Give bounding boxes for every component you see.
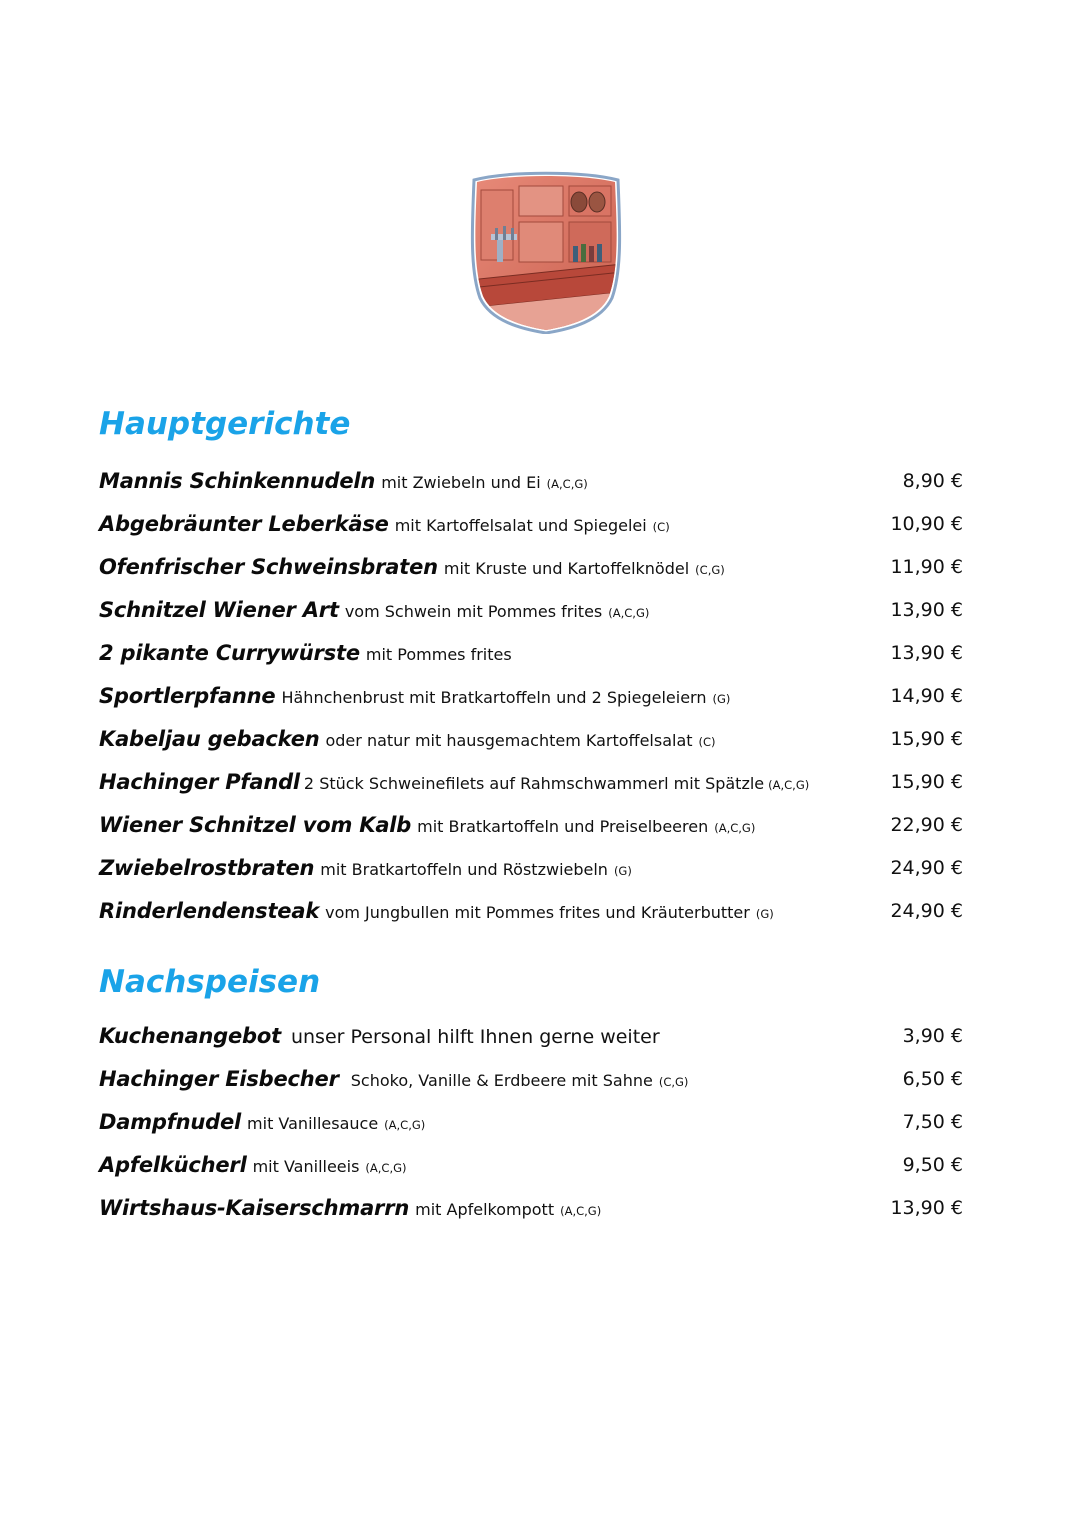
section-title: Nachspeisen bbox=[99, 964, 321, 1000]
dish-allergens: (C) bbox=[652, 519, 670, 534]
dish-allergens: (G) bbox=[613, 863, 632, 878]
dish-description: mit Vanilleeis bbox=[252, 1156, 360, 1176]
menu-item bbox=[99, 1143, 963, 1186]
dish-name: Zwiebelrostbraten bbox=[99, 855, 315, 880]
dish-price: 13,90 € bbox=[890, 598, 963, 621]
menu-item bbox=[99, 631, 963, 674]
dish-name: 2 pikante Currywürste bbox=[99, 640, 360, 665]
menu-item bbox=[99, 674, 963, 717]
menu-item bbox=[99, 1057, 963, 1100]
menu-item bbox=[99, 1100, 963, 1143]
dish-description: mit Kartoffelsalat und Spiegelei bbox=[394, 515, 647, 535]
dish-description: Hähnchenbrust mit Bratkartoffeln und 2 Spiegeleiern bbox=[281, 687, 707, 707]
dish-price: 14,90 € bbox=[890, 684, 963, 707]
dish-description: oder natur mit hausgemachtem Kartoffelsalat bbox=[325, 730, 693, 750]
dish-name: Wiener Schnitzel vom Kalb bbox=[99, 812, 412, 837]
dish-description: unser Personal hilft Ihnen gerne weiter bbox=[290, 1025, 660, 1048]
menu-item bbox=[99, 846, 963, 889]
dish-name: Mannis Schinkennudeln bbox=[99, 468, 376, 493]
menu-item bbox=[99, 459, 963, 502]
menu-item bbox=[99, 803, 963, 846]
menu-item bbox=[99, 545, 963, 588]
dish-description: 2 Stück Schweinefilets auf Rahmschwammerl mit Spätzle bbox=[303, 773, 765, 793]
dish-allergens: (C,G) bbox=[695, 562, 725, 577]
dish-name: Hachinger Pfandl bbox=[99, 769, 300, 794]
dish-name: Hachinger Eisbecher bbox=[99, 1066, 339, 1091]
dish-allergens: (C) bbox=[698, 734, 716, 749]
dish-allergens: (G) bbox=[712, 691, 731, 706]
dish-name: Abgebräunter Leberkäse bbox=[99, 511, 389, 536]
dish-price: 11,90 € bbox=[890, 555, 963, 578]
dish-name: Apfelkücherl bbox=[99, 1152, 247, 1177]
dish-allergens: (A,C,G) bbox=[608, 605, 650, 620]
dish-price: 9,50 € bbox=[902, 1153, 963, 1176]
dish-allergens: (A,C,G) bbox=[384, 1117, 426, 1132]
dish-price: 15,90 € bbox=[890, 727, 963, 750]
dish-name: Rinderlendensteak bbox=[99, 898, 320, 923]
dish-name: Kabeljau gebacken bbox=[99, 726, 320, 751]
dish-name: Wirtshaus-Kaiserschmarrn bbox=[99, 1195, 410, 1220]
dish-allergens: (A,C,G) bbox=[546, 476, 588, 491]
menu-item bbox=[99, 889, 963, 932]
dish-allergens: (C,G) bbox=[658, 1074, 689, 1089]
dish-name: Dampfnudel bbox=[99, 1109, 242, 1134]
dish-description: mit Kruste und Kartoffelknödel bbox=[443, 558, 690, 578]
dish-description: mit Bratkartoffeln und Preiselbeeren bbox=[417, 816, 709, 836]
dish-price: 3,90 € bbox=[902, 1024, 963, 1047]
menu-item bbox=[99, 1014, 963, 1057]
dish-price: 6,50 € bbox=[902, 1067, 963, 1090]
dish-name: Ofenfrischer Schweinsbraten bbox=[99, 554, 438, 579]
dish-price: 24,90 € bbox=[890, 899, 963, 922]
menu-item bbox=[99, 588, 963, 631]
dish-description: mit Bratkartoffeln und Röstzwiebeln bbox=[320, 859, 608, 879]
dish-description: Schoko, Vanille & Erdbeere mit Sahne bbox=[350, 1070, 653, 1090]
tavern-shield-logo bbox=[469, 168, 623, 334]
dish-allergens: (A,C,G) bbox=[714, 820, 756, 835]
dish-name: Schnitzel Wiener Art bbox=[99, 597, 339, 622]
menu-item bbox=[99, 717, 963, 760]
dish-name: Sportlerpfanne bbox=[99, 683, 276, 708]
section-title: Hauptgerichte bbox=[99, 406, 351, 442]
dish-name: Kuchenangebot bbox=[99, 1023, 281, 1048]
menu-item bbox=[99, 760, 963, 803]
dish-description: mit Vanillesauce bbox=[247, 1113, 379, 1133]
dish-price: 13,90 € bbox=[890, 641, 963, 664]
dish-price: 7,50 € bbox=[902, 1110, 963, 1133]
dish-allergens: (A,C,G) bbox=[365, 1160, 407, 1175]
menu-list bbox=[99, 1014, 963, 1229]
dish-description: vom Jungbullen mit Pommes frites und Kräuterbutter bbox=[325, 902, 750, 922]
dish-allergens: (G) bbox=[755, 906, 774, 921]
menu-item bbox=[99, 1186, 963, 1229]
dish-price: 13,90 € bbox=[890, 1196, 963, 1219]
menu-list bbox=[99, 459, 963, 932]
dish-allergens: (A,C,G) bbox=[768, 777, 810, 792]
dish-price: 8,90 € bbox=[902, 469, 963, 492]
dish-price: 10,90 € bbox=[890, 512, 963, 535]
dish-description: mit Apfelkompott bbox=[415, 1199, 555, 1219]
dish-description: mit Pommes frites bbox=[365, 644, 512, 664]
menu-item bbox=[99, 502, 963, 545]
dish-price: 24,90 € bbox=[890, 856, 963, 879]
dish-price: 15,90 € bbox=[890, 770, 963, 793]
dish-price: 22,90 € bbox=[890, 813, 963, 836]
dish-allergens: (A,C,G) bbox=[560, 1203, 602, 1218]
dish-description: vom Schwein mit Pommes frites bbox=[344, 601, 603, 621]
dish-description: mit Zwiebeln und Ei bbox=[381, 472, 541, 492]
